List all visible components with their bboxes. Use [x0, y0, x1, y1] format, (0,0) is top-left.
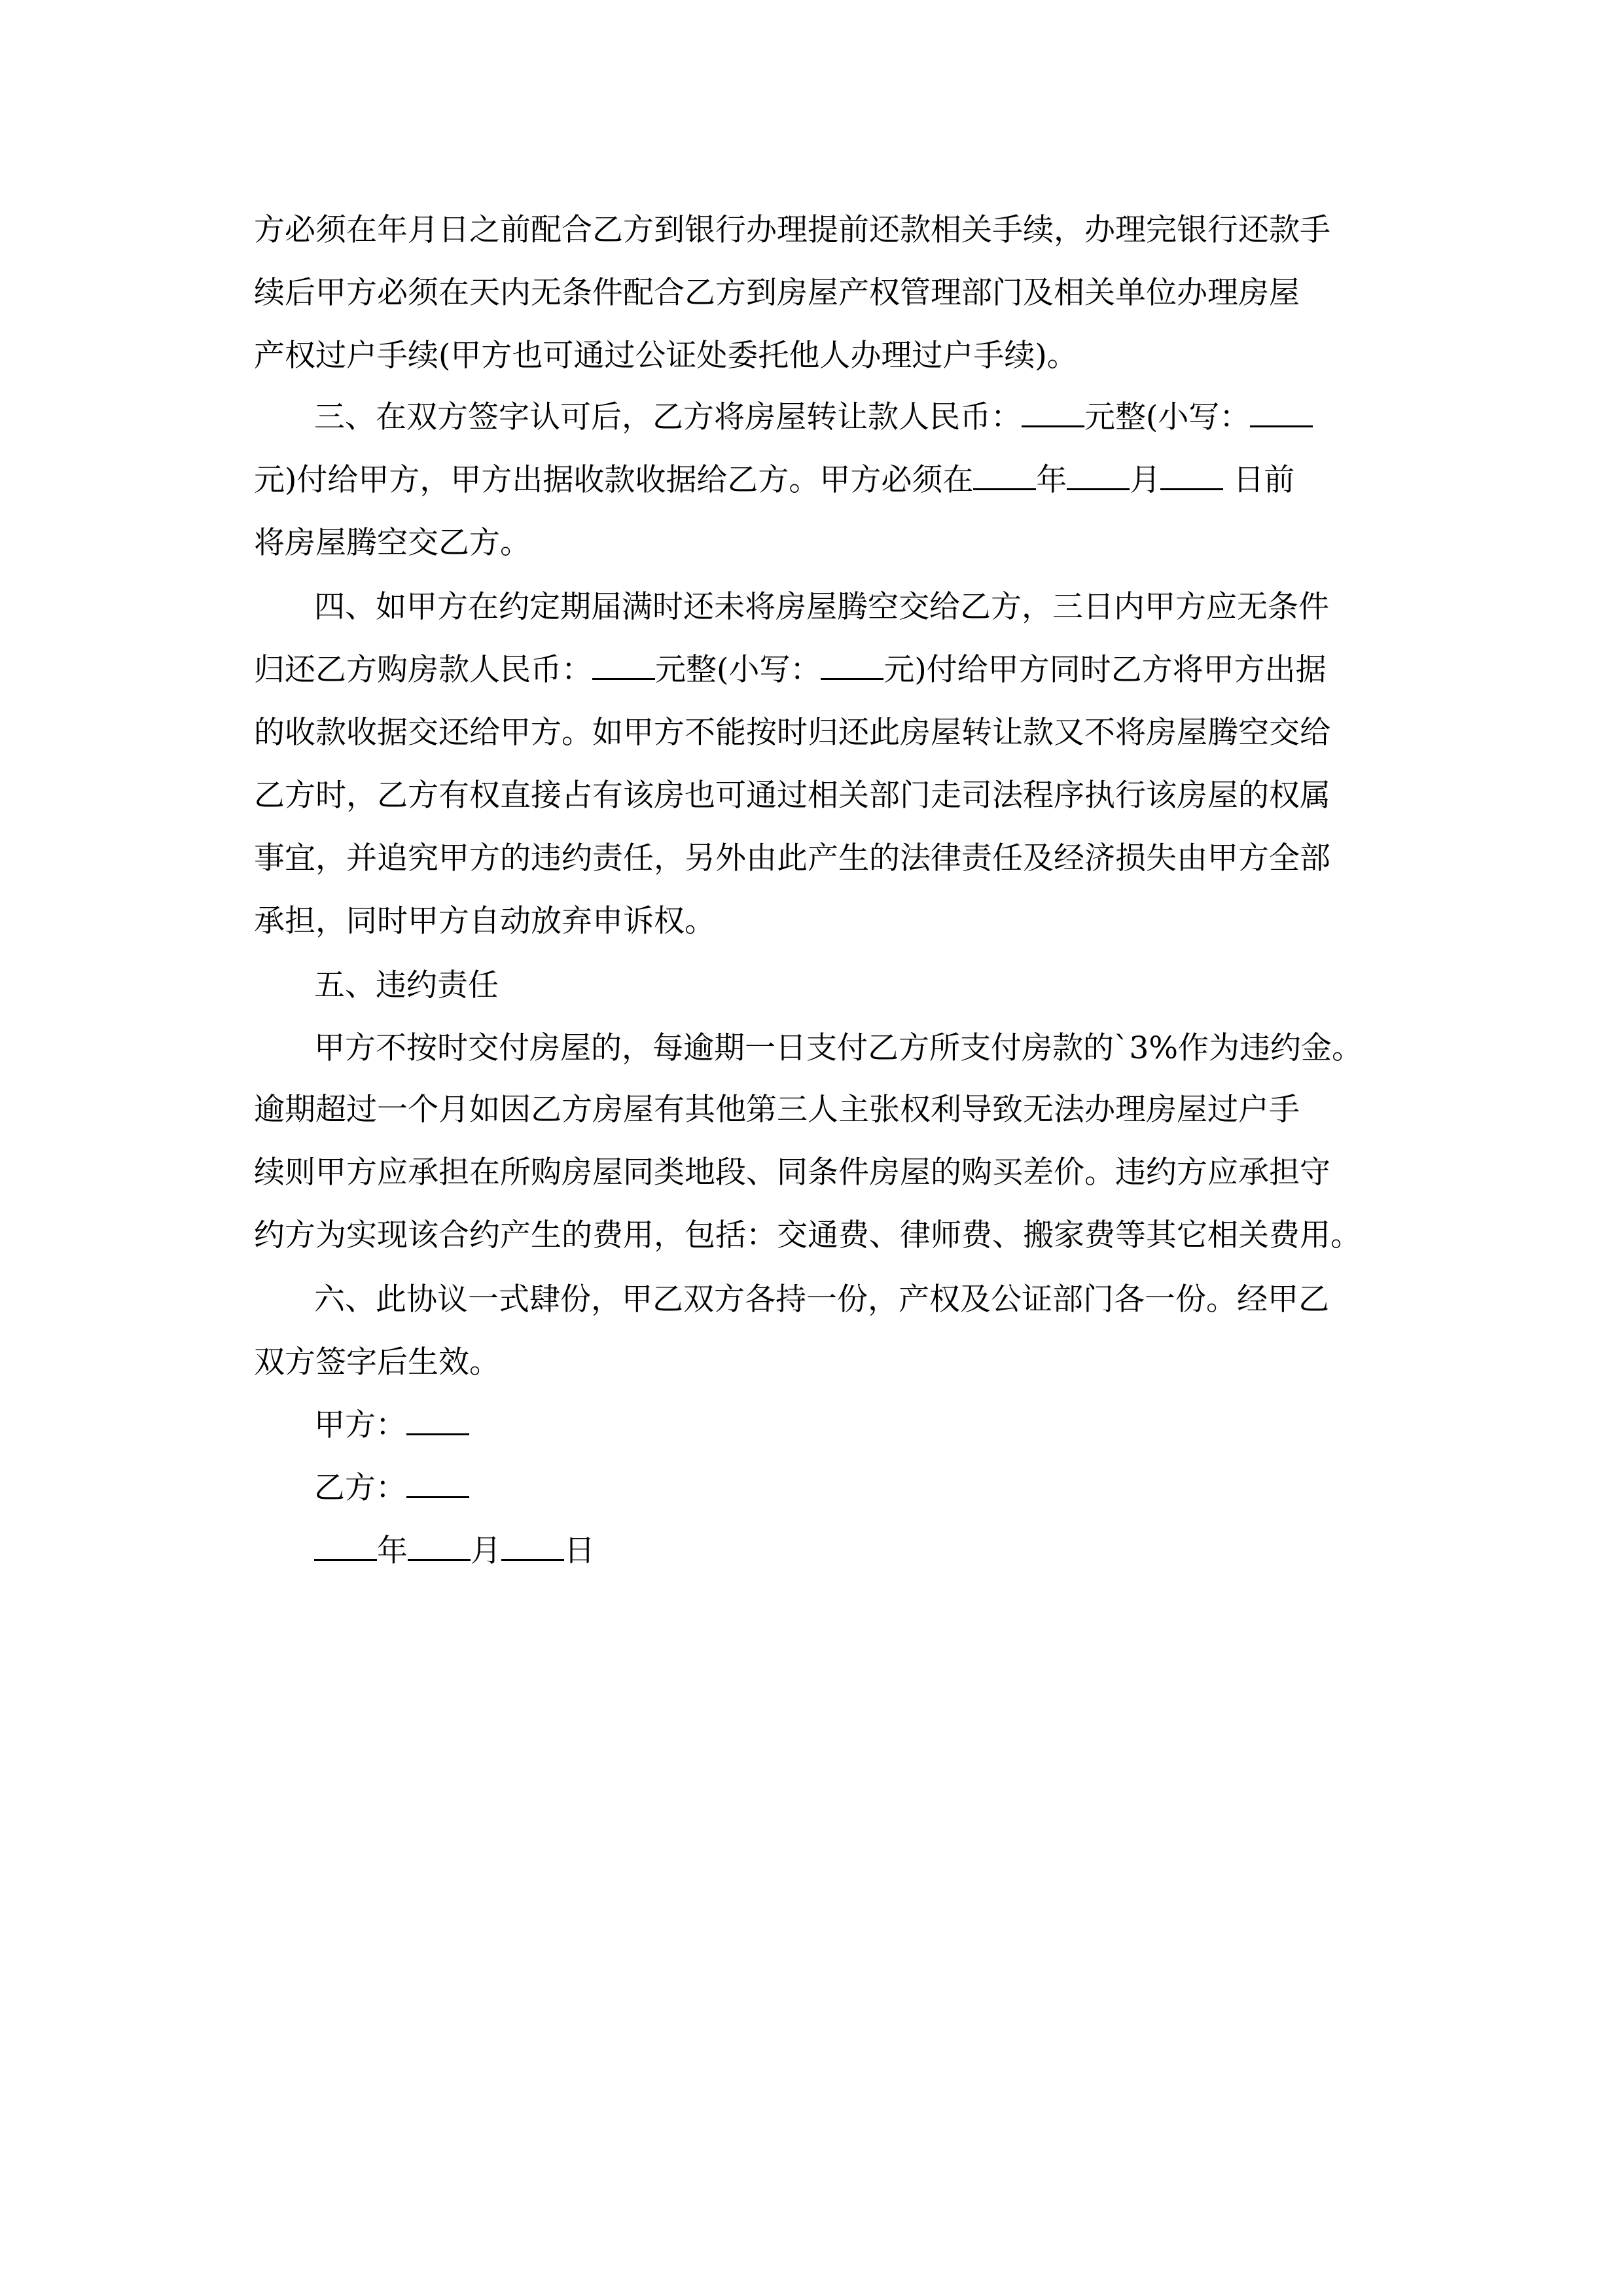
text-line: 乙方时，乙方有权直接占有该房也可通过相关部门走司法程序执行该房屋的权属	[254, 778, 1330, 814]
party-b-signature: 乙方：	[0, 1462, 1623, 1515]
clause-four-line: 四、如甲方在约定期届满时还未将房屋腾空交给乙方，三日内甲方应无条件	[314, 589, 1329, 625]
clause-six-line: 六、此协议一式肆份，甲乙双方各持一份，产权及公证部门各一份。经甲乙	[314, 1282, 1329, 1318]
text-line: 归还乙方购房款人民币： 元整(小写： 元)付给甲方同时乙方将甲方出据	[254, 652, 1327, 688]
text-line: 逾期超过一个月如因乙方房屋有其他第三人主张权利导致无法办理房屋过户手	[254, 1092, 1300, 1128]
text-line: 续则甲方应承担在所购房屋同类地段、同条件房屋的购买差价。违约方应承担守	[254, 1155, 1330, 1191]
text-line: 产权过户手续(甲方也可通过公证处委托他人办理过户手续)。	[254, 338, 1078, 374]
blank-field	[314, 1533, 377, 1561]
blank-field	[1160, 462, 1223, 490]
text-line: 将房屋腾空交乙方。	[254, 525, 531, 561]
text-line: 承担，同时甲方自动放弃申诉权。	[254, 903, 715, 939]
text-line: 续后甲方必须在天内无条件配合乙方到房屋产权管理部门及相关单位办理房屋	[254, 275, 1300, 311]
text-line: 的收款收据交还给甲方。如甲方不能按时归还此房屋转让款又不将房屋腾空交给	[254, 715, 1330, 751]
clause-three-line: 三、在双方签字认可后，乙方将房屋转让款人民币： 元整(小写：	[0, 391, 1623, 444]
section-heading: 五、违约责任	[314, 967, 499, 1003]
text-line: 元)付给甲方，甲方出据收款收据给乙方。甲方必须在 年 月 日前	[254, 462, 1295, 498]
signature-date: 年 月 日	[0, 1525, 1623, 1577]
text-line: 约方为实现该合约产生的费用，包括：交通费、律师费、搬家费等其它相关费用。	[254, 1217, 1361, 1253]
text-line: 甲方不按时交付房屋的，每逾期一日支付乙方所支付房款的`3%作为违约金。	[314, 1030, 1363, 1066]
blank-field	[406, 1407, 469, 1435]
blank-field	[501, 1533, 564, 1561]
blank-field	[1067, 462, 1130, 490]
blank-field	[1022, 399, 1084, 427]
blank-field	[408, 1533, 471, 1561]
party-a-signature: 甲方：	[0, 1399, 1623, 1452]
text-line: 方必须在年月日之前配合乙方到银行办理提前还款相关手续，办理完银行还款手	[254, 212, 1330, 248]
text-line: 事宜，并追究甲方的违约责任，另外由此产生的法律责任及经济损失由甲方全部	[254, 840, 1330, 876]
blank-field	[973, 462, 1036, 490]
blank-field	[592, 652, 655, 680]
blank-field	[1250, 399, 1313, 427]
blank-field	[821, 652, 883, 680]
text-line: 双方签字后生效。	[254, 1344, 500, 1380]
blank-field	[406, 1470, 469, 1498]
